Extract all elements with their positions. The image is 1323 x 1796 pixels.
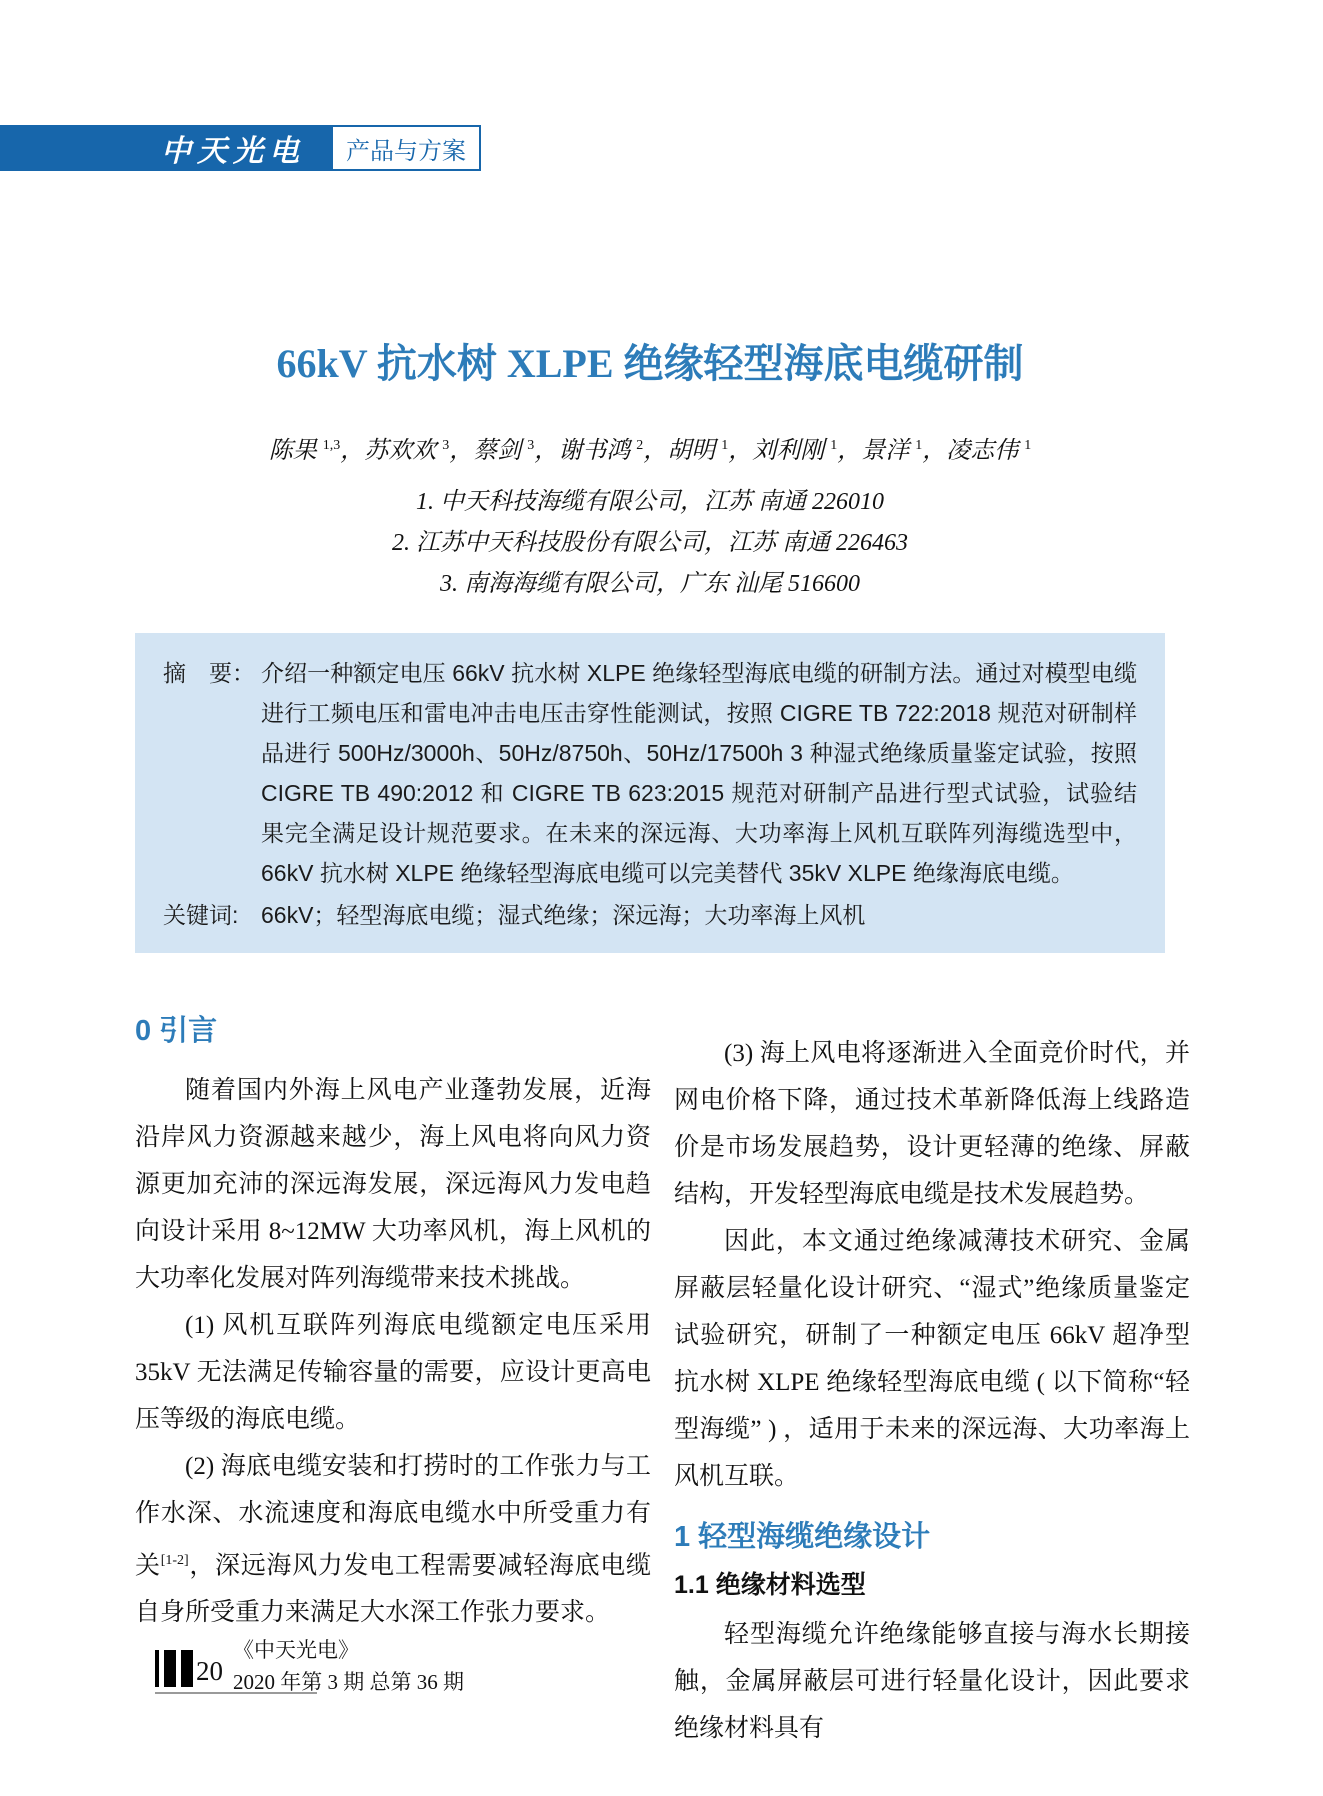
paragraph-3-text-a: (2) 海底电缆安装和打捞时的工作张力与工作水深、水流速度和海底电缆水中所受重力有关: [135, 1453, 651, 1580]
affiliations: [135, 482, 1165, 605]
keywords-label: 关键词:: [163, 902, 239, 928]
section-0-paragraph-3: [135, 1443, 651, 1636]
section-1-1-heading: 1.1 绝缘材料选型: [674, 1571, 866, 1599]
barcode-icon: [155, 1650, 193, 1687]
abstract-row: [163, 653, 1137, 893]
affiliation-1: 1. 中天科技海缆有限公司，江苏 南通 226010: [416, 489, 884, 515]
keywords-row: [163, 895, 1137, 935]
abstract-text: 介绍一种额定电压 66kV 抗水树 XLPE 绝缘轻型海底电缆的研制方法。通过对模型电缆进行工频电压和雷电冲击电压击穿性能测试，按照 CIGRE TB 722:2018 规范对研制样品进行 500Hz/3000h、50Hz/8750h、50Hz/17500h 3 种湿式绝缘质量鉴定试验，按照 CIGRE TB 490:2012 和 CIGRE TB 623:2015 规范对研制产品进行型式试验，试验结果完全满足设计规范要求。在未来的深远海、大功率海上风机互联阵列海缆选型中，66kV 抗水树 XLPE 绝缘轻型海底电缆可以完美替代 35kV XLPE 绝缘海底电缆。: [261, 660, 1137, 886]
author: 凌志伟 $^1$: [946, 438, 1032, 464]
abstract-box: [135, 633, 1165, 953]
brand-bar: [0, 125, 331, 171]
author: 蔡剑 $^3$: [473, 438, 535, 464]
author: 刘利刚 $^1$: [752, 438, 838, 464]
keywords-text: 66kV；轻型海底电缆；湿式绝缘；深远海；大功率海上风机: [261, 902, 866, 928]
page-number: 20: [196, 1656, 223, 1686]
author: 陈果 $^{1,3}$: [268, 438, 341, 464]
section-0-paragraph-5: 因此，本文通过绝缘减薄技术研究、金属屏蔽层轻量化设计研究、“湿式”绝缘质量鉴定试验研究，研制了一种额定电压 66kV 超净型抗水树 XLPE 绝缘轻型海底电缆 ( 以下简称“轻型海缆” ) ，适用于未来的深远海、大功率海上风机互联。: [674, 1228, 1190, 1490]
category-box: [331, 125, 481, 171]
section-0-paragraph-4: (3) 海上风电将逐渐进入全面竞价时代，并网电价格下降，通过技术革新降低海上线路造价是市场发展趋势，设计更轻薄的绝缘、屏蔽结构，开发轻型海底电缆是技术发展趋势。: [674, 1040, 1190, 1208]
section-0-paragraph-2: (1) 风机互联阵列海底电缆额定电压采用 35kV 无法满足传输容量的需要，应设计更高电压等级的海底电缆。: [135, 1312, 651, 1433]
section-0-paragraph-1: 随着国内外海上风电产业蓬勃发展，近海沿岸风力资源越来越少，海上风电将向风力资源更加充沛的深远海发展，深远海风力发电趋向设计采用 8~12MW 大功率风机，海上风机的大功率化发展对阵列海缆带来技术挑战。: [135, 1077, 651, 1292]
column-left: [135, 1008, 651, 1636]
affiliation-3: 3. 南海海缆有限公司，广东 汕尾 516600: [440, 571, 860, 597]
footer-journal-block: [233, 1634, 464, 1698]
category-label: 产品与方案: [346, 137, 466, 165]
authors-line: 陈果 $^{1,3}$，苏欢欢 $^3$，蔡剑 $^3$，谢书鸿 $^2$，胡明 $^1$，刘利刚 $^1$，景洋 $^1$，凌志伟 $^1$: [268, 438, 1032, 464]
journal-name: 《中天光电》: [233, 1638, 359, 1662]
brand-logo: 中天光电: [161, 135, 305, 168]
column-right: [674, 1030, 1190, 1752]
issue-info: 2020 年第 3 期 总第 36 期: [233, 1670, 464, 1694]
author: 苏欢欢 $^3$: [364, 438, 450, 464]
article-title: 66kV 抗水树 XLPE 绝缘轻型海底电缆研制: [276, 341, 1024, 386]
section-1-1-paragraph-1: 轻型海缆允许绝缘能够直接与海水长期接触，金属屏蔽层可进行轻量化设计，因此要求绝缘材料具有: [674, 1621, 1190, 1742]
section-0-heading: 0 引言: [135, 1015, 218, 1047]
paragraph-3-text-b: ，深远海风力发电工程需要减轻海底电缆自身所受重力来满足大水深工作张力要求。: [135, 1552, 651, 1627]
affiliation-2: 2. 江苏中天科技股份有限公司，江苏 南通 226463: [392, 530, 908, 556]
section-1-heading: 1 轻型海缆绝缘设计: [674, 1521, 931, 1553]
author: 谢书鸿 $^2$: [558, 438, 644, 464]
abstract-label: 摘 要：: [163, 660, 255, 686]
reference-marker: [1-2]: [160, 1553, 189, 1568]
author: 景洋 $^1$: [861, 438, 923, 464]
author: 胡明 $^1$: [667, 438, 729, 464]
